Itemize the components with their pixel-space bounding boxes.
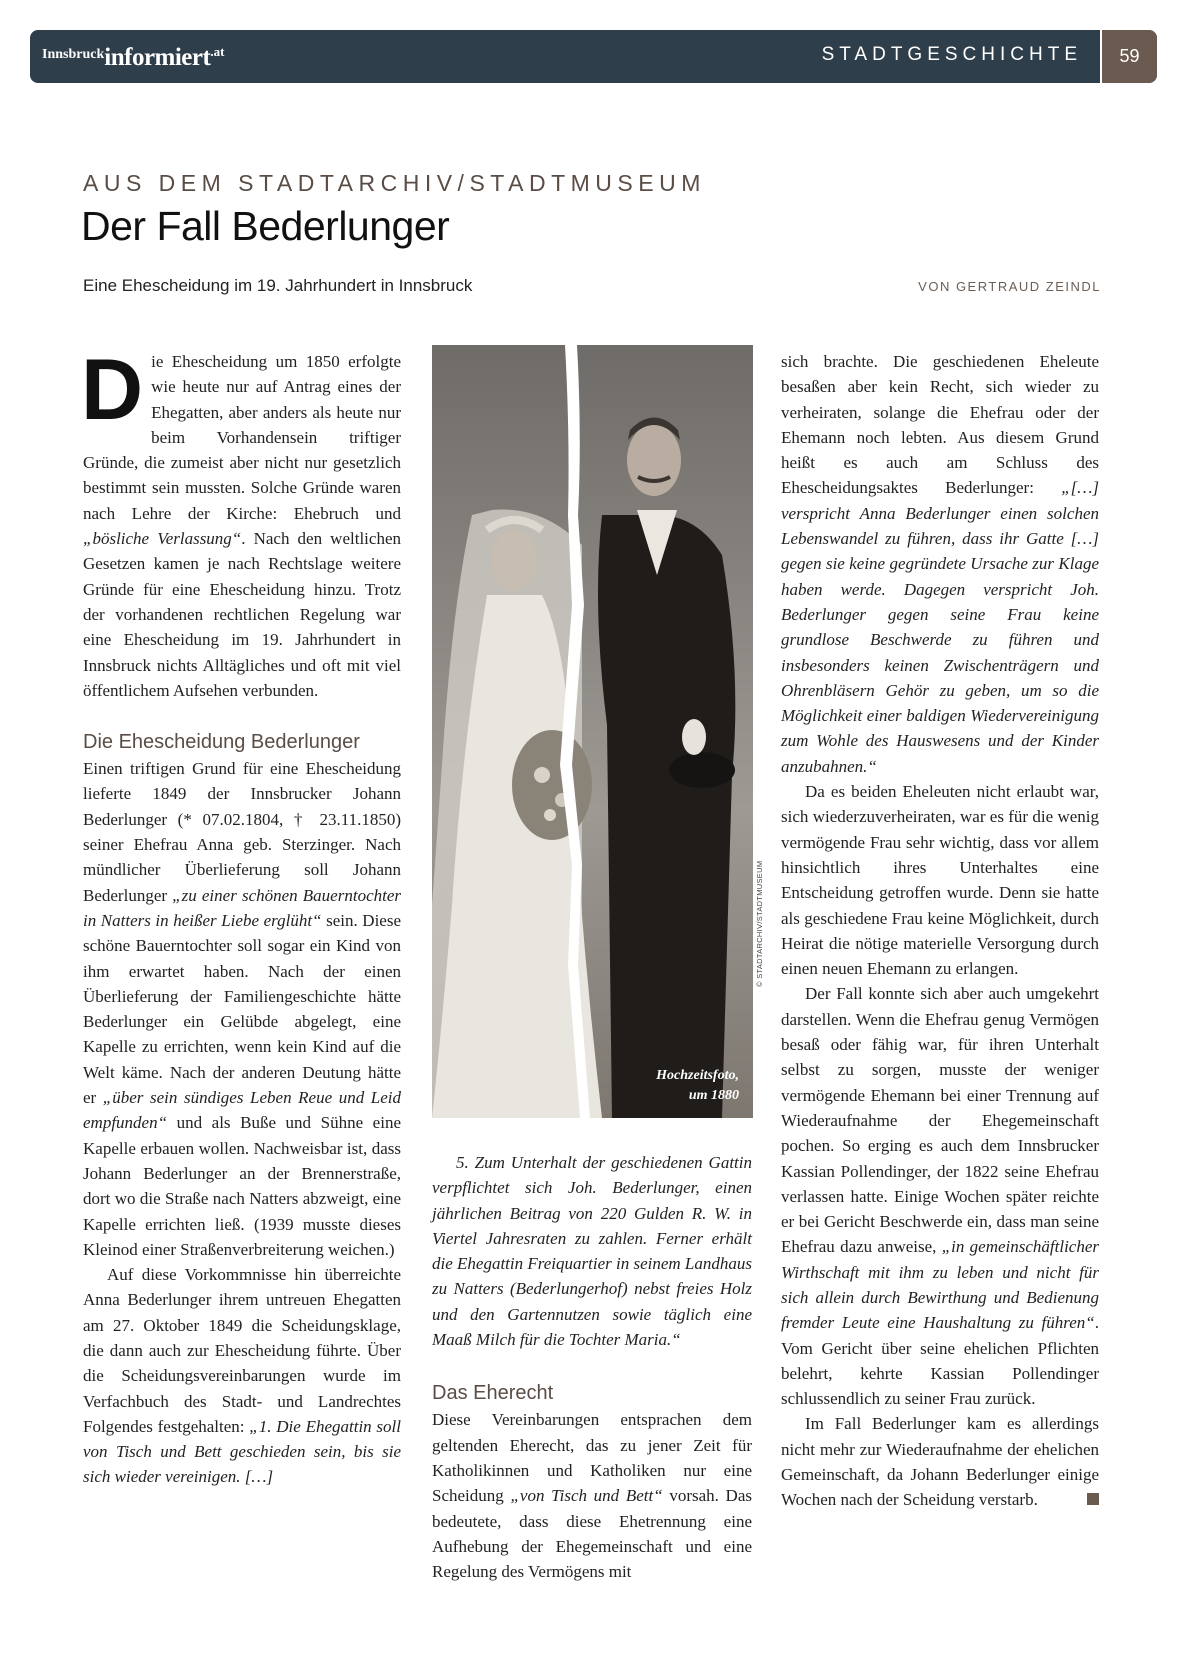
paragraph xyxy=(781,349,1099,779)
section-heading-eherecht: Das Eherecht xyxy=(432,1382,554,1405)
caption-line-1: Hochzeitsfoto, xyxy=(656,1068,739,1083)
paragraph xyxy=(83,1262,401,1490)
paragraph-text: . Vom Gericht über seine ehelichen Pflichten belehrt, kehrte Kassian Pollendinger schlussendlich zu seiner Frau zurück. xyxy=(781,1313,1099,1409)
end-mark-icon xyxy=(1087,1493,1099,1505)
paragraph-text: Im Fall Bederlunger kam es allerdings nicht mehr zur Wiederaufnahme der ehelichen Gemeinschaft, da Johann Bederlunger einige Wochen nach der Scheidung verstarb. xyxy=(781,1414,1099,1510)
section-heading-ehescheidung: Die Ehescheidung Bederlunger xyxy=(83,731,360,754)
logo-suffix: .at xyxy=(210,44,225,59)
article-byline: VON GERTRAUD ZEINDL xyxy=(918,279,1101,294)
page-number: 59 xyxy=(1100,30,1157,83)
intro-text: ie Ehescheidung um 1850 erfolgte wie heute nur auf Antrag eines der Ehegatten, aber anders als heute nur beim Vorhandensein triftiger Gründe, die zumeist aber nicht nur gesetzlich bestimmt sein mussten. Solche Gründe waren nach Lehre der Kirche: Ehebruch und xyxy=(83,352,401,523)
paragraph xyxy=(83,756,401,1262)
quote-paragraph: 5. Zum Unterhalt der geschiedenen Gattin verpflichtet sich Joh. Bederlunger, einen jährlichen Beitrag von 220 Gulden R. W. in Viertel Jahresraten zu zahlen. Ferner erhält die Ehegattin Freiquartier in seinem Landhaus zu Natters (Bederlungerhof) nebst freies Holz und den Gartennutzen sowie täglich eine Maaß Milch für die Tochter Maria.“ xyxy=(432,1153,752,1350)
paragraph xyxy=(432,1407,752,1584)
section-label: STADTGESCHICHTE xyxy=(821,44,1082,65)
intro-text-end: . Nach den weltlichen Gesetzen kamen je nach Rechtslage weitere Gründe für eine Ehescheidung hinzu. Trotz der vorhandenen rechtlichen Regelung war eine Ehescheidung im 19. Jahrhundert in Innsbruck nichts Alltägliches und oft mit viel öffentlichem Aufsehen verbunden. xyxy=(83,529,401,700)
caption-line-2: um 1880 xyxy=(688,1088,739,1103)
paragraph-text: sein. Diese schöne Bauerntochter soll sogar ein Kind von ihm erwartet haben. Nach der einen Überlieferung der Familiengeschichte hätte Bederlunger ein Gelübde abgelegt, eine Kapelle zu errichten, wenn kein Kind auf die Welt käme. Nach der anderen Deutung hätte er xyxy=(83,910,402,1108)
column-1 xyxy=(81,342,402,1490)
paragraph-quote: „in gemeinschäftlicher Wirthschaft mit ihm zu leben und nicht für sich allein durch Bewirthung und Bedienung fremder Leute eine Haushaltung zu führen“ xyxy=(781,1237,1100,1333)
paragraph-final xyxy=(781,1411,1099,1512)
photo-copyright: © STADTARCHIV/STADTMUSEUM xyxy=(755,860,764,987)
paragraph-text: Der Fall konnte sich aber auch umgekehrt darstellen. Wenn die Ehefrau genug Vermögen besaß oder fähig war, für ihren Unterhalt selbst zu sorgen, musste der weniger vermögende Ehemann bei einer Trennung auf Wiederaufnahme der Ehegemeinschaft pochen. So erging es auch dem Innsbrucker Kassian Pollendinger, der 1822 seine Ehefrau verlassen hatte. Einige Wochen später reichte er bei Gericht Beschwerde ein, dass man seine Ehefrau dazu anweise, xyxy=(781,984,1099,1257)
article-title: Der Fall Bederlunger xyxy=(81,203,450,249)
photo-caption xyxy=(656,1066,739,1106)
paragraph-text: Auf diese Vorkommnisse hin überreichte Anna Bederlunger ihrem untreuen Ehegatten am 27. Oktober 1849 die Scheidungsklage, die dann auch zur Ehescheidung führte. Über die Scheidungsvereinbarungen wurde im Verfachbuch des Stadt- und Landrechtes Folgendes festgehalten: xyxy=(83,1265,401,1436)
intro-quote: „bösliche Verlassung“ xyxy=(83,529,242,549)
paragraph-text: Diese Vereinbarungen entsprachen dem geltenden Eherecht, das zu jener Zeit für Katholikinnen und Katholiken nur eine Scheidung xyxy=(432,1410,752,1506)
column-2 xyxy=(432,1150,752,1584)
paragraph xyxy=(781,981,1099,1411)
paragraph-quote: „von Tisch und Bett“ xyxy=(510,1486,663,1506)
paragraph-text: sich brachte. Die geschiedenen Eheleute besaßen aber kein Recht, sich wieder zu verheiraten, solange die Ehefrau oder der Ehemann noch lebten. Aus diesem Grund heißt es auch am Schluss des Ehescheidungsaktes Bederlunger: xyxy=(781,352,1099,498)
article-kicker: AUS DEM STADTARCHIV/STADTMUSEUM xyxy=(83,170,706,196)
article-subtitle: Eine Ehescheidung im 19. Jahrhundert in Innsbruck xyxy=(83,276,473,295)
paragraph-quote: „1. Die Ehegattin soll von Tisch und Bett geschieden sein, bis sie sich wieder vereinigen. […] xyxy=(83,1416,401,1487)
paragraph-quote: „zu einer schönen Bauerntochter in Natters in heißer Liebe erglüht“ xyxy=(83,885,401,930)
paragraph-quote: „[…] verspricht Anna Bederlunger einen solchen Lebenswandel zu führen, dass ihr Gatte […] gegen sie keine gegründete Ursache zur Klage haben werde. Dagegen verspricht Joh. Bederlunger gegen seine Frau keine grundlose Beschwerde zu führen und insbesonders keinen Zwischenträgern und Ohrenbläsern Gehör zu geben, um so die Möglichkeit einer baldigen Wiedervereinigung zum Wohle des Hauswesens und der Kinder anzubahnen.“ xyxy=(781,478,1099,776)
logo-main: informiert xyxy=(104,44,211,71)
wedding-photo xyxy=(432,345,753,1118)
header-bar xyxy=(30,30,1157,83)
column-3 xyxy=(781,349,1099,1513)
paragraph-text: und als Buße und Sühne eine Kapelle erbauen wollen. Nachweisbar ist, dass Johann Bederlunger an der Brennerstraße, dort wo die Straße nach Natters abzweigt, eine Kapelle errichten ließ. (1939 musste dieses Kleinod einer Straßenverbreiterung weichen.) xyxy=(83,1113,401,1259)
paragraph-text: vorsah. Das bedeutete, dass diese Ehetrennung eine Aufhebung der Ehegemeinschaft und eine Regelung des Vermögens mit xyxy=(432,1486,752,1582)
logo-prefix: Innsbruck xyxy=(42,47,105,62)
site-logo[interactable] xyxy=(42,44,224,72)
paragraph-text: Einen triftigen Grund für eine Ehescheidung lieferte 1849 der Innsbrucker Johann Bederlunger (* 07.02.1804, † 23.11.1850) seiner Ehefrau Anna geb. Sterzinger. Nach mündlicher Überlieferung soll Johann Bederlunger xyxy=(83,759,401,905)
drop-cap: D xyxy=(81,342,144,438)
paragraph-quote: „über sein sündiges Leben Reue und Leid empfunden“ xyxy=(83,1088,401,1133)
paragraph: Da es beiden Eheleuten nicht erlaubt war, sich wiederzuverheiraten, war es für die wenig vermögende Frau sehr wichtig, dass vor allem hinsichtlich ihres Unterhaltes eine Entscheidung getroffen wurde. Denn sie hatte als geschiedene Frau keine Möglichkeit, durch Heirat die nötige materielle Versorgung durch einen neuen Ehemann zu erlangen. xyxy=(781,782,1099,979)
intro-paragraph xyxy=(81,342,401,703)
wedding-photo-illustration xyxy=(432,345,753,1118)
